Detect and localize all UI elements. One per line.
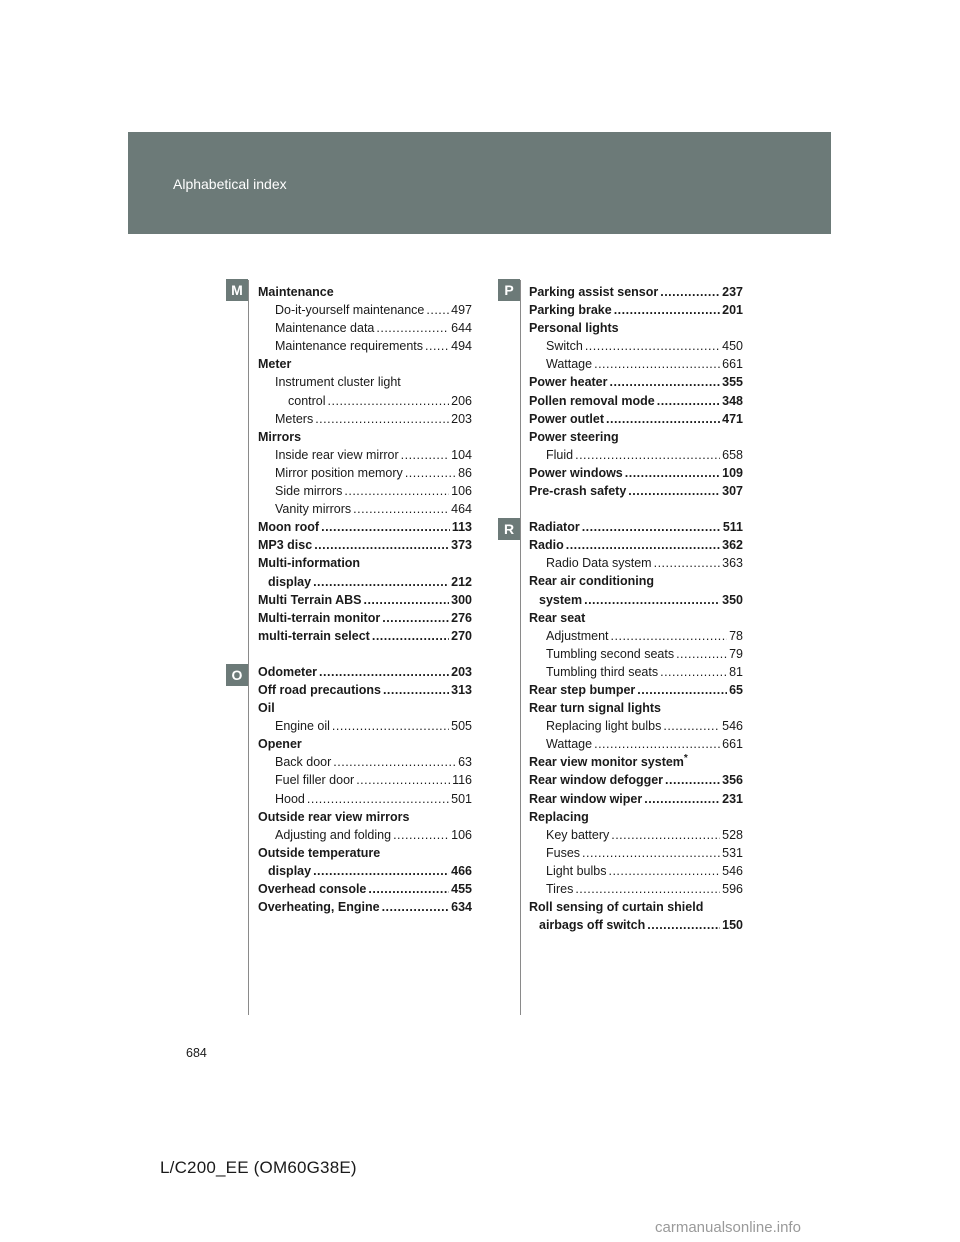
leader-dots bbox=[660, 283, 720, 301]
entry-page: 201 bbox=[722, 303, 743, 318]
index-entry bbox=[529, 627, 743, 645]
entry-page: 450 bbox=[722, 339, 743, 354]
entry-name: Multi-terrain monitor bbox=[258, 610, 381, 625]
index-entry bbox=[258, 337, 472, 355]
entry-page: 203 bbox=[451, 411, 472, 426]
entry-name: Mirror position memory bbox=[275, 465, 403, 480]
section-letter-r: R bbox=[498, 518, 520, 540]
entry-name: Wattage bbox=[546, 357, 593, 372]
document-code: L/C200_EE (OM60G38E) bbox=[160, 1158, 357, 1177]
index-entry bbox=[529, 373, 743, 391]
entry-page: 363 bbox=[722, 556, 743, 571]
leader-dots bbox=[405, 464, 456, 482]
leader-dots bbox=[363, 591, 449, 609]
entry-name: Switch bbox=[546, 339, 583, 354]
leader-dots bbox=[663, 717, 720, 735]
section-letter-o: O bbox=[226, 664, 248, 686]
entry-name: display bbox=[268, 574, 312, 589]
index-entry bbox=[258, 609, 472, 627]
entry-page: 116 bbox=[452, 773, 472, 788]
entry-name: Replacing light bulbs bbox=[546, 719, 662, 734]
index-entry bbox=[258, 862, 472, 880]
index-entry bbox=[529, 301, 743, 319]
entry-name: Power outlet bbox=[529, 411, 605, 426]
leader-dots bbox=[401, 446, 450, 464]
entry-page: 79 bbox=[729, 646, 743, 661]
entry-page: 466 bbox=[451, 863, 472, 878]
index-entry bbox=[258, 717, 472, 735]
index-entry bbox=[529, 771, 743, 789]
entry-page: 634 bbox=[451, 900, 472, 915]
leader-dots bbox=[614, 301, 720, 319]
index-entry bbox=[529, 446, 743, 464]
index-entry bbox=[529, 410, 743, 428]
index-entry bbox=[258, 844, 472, 862]
entry-name: Rear air conditioning bbox=[529, 574, 655, 589]
index-entry bbox=[529, 518, 743, 536]
entry-name: Rear seat bbox=[529, 610, 586, 625]
entry-page: 356 bbox=[722, 773, 743, 788]
entry-page: 644 bbox=[451, 321, 472, 336]
index-entry bbox=[258, 699, 472, 717]
entry-name: Radio bbox=[529, 538, 564, 553]
index-entry bbox=[258, 536, 472, 554]
leader-dots bbox=[644, 790, 720, 808]
index-entry bbox=[258, 753, 472, 771]
entry-page: 270 bbox=[451, 628, 472, 643]
entry-name: Rear step bumper bbox=[529, 682, 636, 697]
section-gap bbox=[258, 645, 472, 663]
index-entry bbox=[258, 428, 472, 446]
index-entry bbox=[258, 355, 472, 373]
index-entry bbox=[529, 663, 743, 681]
leader-dots bbox=[637, 681, 727, 699]
entry-page: 528 bbox=[722, 827, 743, 842]
entry-name: Power windows bbox=[529, 465, 623, 480]
entry-page: 81 bbox=[729, 664, 743, 679]
index-entry bbox=[529, 554, 743, 572]
entry-name: Parking assist sensor bbox=[529, 285, 659, 299]
entry-name: Overhead console bbox=[258, 882, 367, 896]
entry-page: 531 bbox=[722, 845, 743, 860]
section-gap bbox=[529, 500, 743, 518]
entry-name: Off road precautions bbox=[258, 682, 381, 697]
entry-name: Moon roof bbox=[258, 520, 320, 535]
leader-dots bbox=[594, 735, 720, 753]
entry-name: system bbox=[539, 592, 583, 607]
entry-page: 212 bbox=[451, 574, 472, 589]
leader-dots bbox=[319, 663, 449, 681]
entry-name: airbags off switch bbox=[539, 918, 646, 933]
leader-dots bbox=[368, 880, 449, 898]
entry-page: 546 bbox=[722, 863, 743, 878]
leader-dots bbox=[585, 337, 720, 355]
index-column-right bbox=[529, 283, 743, 934]
entry-name: Light bulbs bbox=[546, 863, 607, 878]
index-entry bbox=[529, 826, 743, 844]
leader-dots bbox=[313, 862, 449, 880]
entry-name: Odometer bbox=[258, 664, 318, 679]
index-column-left bbox=[258, 283, 472, 916]
entry-page: 546 bbox=[722, 719, 743, 734]
entry-page: 231 bbox=[722, 791, 743, 806]
entry-page: 113 bbox=[451, 520, 472, 535]
entry-name: Back door bbox=[275, 755, 332, 770]
index-entry bbox=[529, 699, 743, 717]
leader-dots bbox=[376, 319, 449, 337]
entry-page: 455 bbox=[451, 882, 472, 896]
leader-dots bbox=[426, 301, 449, 319]
entry-page: 206 bbox=[451, 393, 472, 408]
entry-name: Rear view monitor system* bbox=[529, 753, 688, 770]
entry-page: 276 bbox=[451, 610, 472, 625]
leader-dots bbox=[372, 627, 449, 645]
index-entry bbox=[258, 771, 472, 789]
index-entry bbox=[529, 735, 743, 753]
leader-dots bbox=[665, 771, 720, 789]
leader-dots bbox=[654, 554, 721, 572]
leader-dots bbox=[584, 591, 720, 609]
index-entry bbox=[258, 826, 472, 844]
page-number: 684 bbox=[186, 1046, 207, 1060]
index-entry bbox=[258, 301, 472, 319]
leader-dots bbox=[625, 464, 720, 482]
entry-name: Hood bbox=[275, 791, 305, 806]
index-entry bbox=[529, 464, 743, 482]
entry-name: Meter bbox=[258, 357, 292, 372]
entry-page: 505 bbox=[451, 719, 472, 734]
index-entry bbox=[529, 717, 743, 735]
entry-name: Power steering bbox=[529, 429, 619, 444]
index-entry bbox=[529, 355, 743, 373]
entry-name: MP3 disc bbox=[258, 538, 313, 553]
entry-page: 596 bbox=[722, 882, 743, 896]
entry-name: Replacing bbox=[529, 809, 589, 824]
index-entry bbox=[258, 790, 472, 808]
index-entry bbox=[529, 482, 743, 500]
leader-dots bbox=[328, 392, 450, 410]
leader-dots bbox=[611, 627, 728, 645]
entry-name: Engine oil bbox=[275, 719, 330, 734]
index-entry bbox=[258, 735, 472, 753]
index-entry bbox=[529, 536, 743, 554]
index-entry bbox=[529, 916, 743, 934]
entry-page: 661 bbox=[722, 737, 743, 752]
entry-page: 63 bbox=[458, 755, 472, 770]
index-entry bbox=[258, 518, 472, 536]
entry-name: Meters bbox=[275, 411, 314, 426]
entry-page: 497 bbox=[451, 303, 472, 318]
entry-name: Tumbling third seats bbox=[546, 664, 659, 679]
index-entry bbox=[529, 844, 743, 862]
entry-name: Inside rear view mirror bbox=[275, 447, 399, 462]
index-entry bbox=[529, 880, 743, 898]
entry-page: 65 bbox=[729, 682, 743, 697]
entry-name: Multi Terrain ABS bbox=[258, 592, 362, 607]
index-entry bbox=[529, 392, 743, 410]
left-column-rule bbox=[248, 280, 249, 1015]
entry-name: Pollen removal mode bbox=[529, 393, 655, 408]
entry-name: Adjustment bbox=[546, 628, 609, 643]
index-entry bbox=[258, 898, 472, 916]
leader-dots bbox=[315, 410, 449, 428]
leader-dots bbox=[575, 880, 720, 898]
leader-dots bbox=[313, 573, 449, 591]
entry-name: Roll sensing of curtain shield bbox=[529, 900, 704, 915]
leader-dots bbox=[321, 518, 450, 536]
entry-page: 203 bbox=[451, 664, 472, 679]
index-entry bbox=[258, 681, 472, 699]
leader-dots bbox=[344, 482, 449, 500]
index-entry bbox=[529, 319, 743, 337]
entry-name: display bbox=[268, 863, 312, 878]
index-entry bbox=[258, 446, 472, 464]
index-entry bbox=[258, 482, 472, 500]
entry-page: 104 bbox=[451, 447, 472, 462]
entry-name: Radiator bbox=[529, 520, 580, 535]
index-entry bbox=[529, 898, 743, 916]
leader-dots bbox=[575, 446, 720, 464]
entry-page: 78 bbox=[729, 628, 743, 643]
leader-dots bbox=[332, 717, 449, 735]
entry-page: 348 bbox=[722, 393, 743, 408]
entry-name: Rear window wiper bbox=[529, 791, 643, 806]
index-entry bbox=[529, 283, 743, 301]
leader-dots bbox=[657, 392, 720, 410]
entry-name: Side mirrors bbox=[275, 484, 343, 499]
entry-page: 307 bbox=[722, 484, 743, 499]
index-entry bbox=[258, 880, 472, 898]
leader-dots bbox=[307, 790, 449, 808]
index-entry bbox=[258, 591, 472, 609]
entry-name: Opener bbox=[258, 737, 302, 752]
leader-dots bbox=[353, 500, 449, 518]
leader-dots bbox=[606, 410, 720, 428]
entry-page: 106 bbox=[451, 484, 472, 499]
entry-page: 300 bbox=[451, 592, 472, 607]
entry-name: Rear turn signal lights bbox=[529, 701, 661, 716]
entry-page: 494 bbox=[451, 339, 472, 354]
leader-dots bbox=[314, 536, 449, 554]
leader-dots bbox=[582, 518, 721, 536]
entry-name: Fluid bbox=[546, 447, 574, 462]
entry-name: Pre-crash safety bbox=[529, 484, 627, 499]
entry-name: Multi-information bbox=[258, 556, 361, 571]
entry-page: 106 bbox=[451, 827, 472, 842]
page-header bbox=[128, 132, 831, 234]
entry-name: Maintenance data bbox=[275, 321, 375, 336]
index-entry bbox=[529, 591, 743, 609]
entry-name: Key battery bbox=[546, 827, 610, 842]
index-entry bbox=[258, 283, 472, 301]
index-entry bbox=[258, 500, 472, 518]
entry-name: Tumbling second seats bbox=[546, 646, 675, 661]
index-entry bbox=[529, 753, 743, 771]
index-entry bbox=[529, 808, 743, 826]
entry-name: Parking brake bbox=[529, 303, 612, 318]
index-entry bbox=[529, 572, 743, 590]
index-entry bbox=[258, 319, 472, 337]
leader-dots bbox=[594, 355, 720, 373]
entry-name: Power heater bbox=[529, 375, 608, 390]
entry-name: Wattage bbox=[546, 737, 593, 752]
entry-name: Outside temperature bbox=[258, 845, 381, 860]
entry-page: 362 bbox=[722, 538, 743, 553]
section-letter-m: M bbox=[226, 279, 248, 301]
entry-name: Fuel filler door bbox=[275, 773, 355, 788]
entry-page: 373 bbox=[451, 538, 472, 553]
section-letter-p: P bbox=[498, 279, 520, 301]
leader-dots bbox=[333, 753, 456, 771]
leader-dots bbox=[676, 645, 727, 663]
entry-name: Radio Data system bbox=[546, 556, 652, 571]
leader-dots bbox=[647, 916, 720, 934]
index-entry bbox=[258, 373, 472, 391]
entry-page: 511 bbox=[722, 520, 743, 535]
entry-name: Outside rear view mirrors bbox=[258, 809, 410, 824]
index-entry bbox=[529, 681, 743, 699]
index-entry bbox=[529, 428, 743, 446]
entry-name: Personal lights bbox=[529, 321, 619, 336]
leader-dots bbox=[608, 862, 720, 880]
entry-page: 237 bbox=[722, 285, 743, 299]
entry-name: control bbox=[288, 393, 326, 408]
entry-page: 350 bbox=[722, 592, 743, 607]
entry-name: multi-terrain select bbox=[258, 628, 370, 643]
entry-name: Fuses bbox=[546, 845, 581, 860]
entry-page: 501 bbox=[451, 791, 472, 806]
index-entry bbox=[529, 862, 743, 880]
entry-name: Tires bbox=[546, 882, 574, 896]
leader-dots bbox=[611, 826, 720, 844]
leader-dots bbox=[660, 663, 727, 681]
index-entry bbox=[258, 663, 472, 681]
entry-page: 658 bbox=[722, 447, 743, 462]
index-entry bbox=[258, 573, 472, 591]
index-entry bbox=[529, 790, 743, 808]
entry-page: 355 bbox=[722, 375, 743, 390]
index-entry bbox=[529, 609, 743, 627]
entry-page: 464 bbox=[451, 502, 472, 517]
entry-page: 313 bbox=[451, 682, 472, 697]
leader-dots bbox=[383, 681, 449, 699]
entry-name: Do-it-yourself maintenance bbox=[275, 303, 425, 318]
entry-name: Rear window defogger bbox=[529, 773, 664, 788]
watermark: carmanualsonline.info bbox=[655, 1219, 801, 1236]
entry-name: Maintenance bbox=[258, 285, 334, 299]
footnote-marker: * bbox=[683, 753, 688, 765]
leader-dots bbox=[356, 771, 450, 789]
entry-page: 86 bbox=[458, 465, 472, 480]
entry-name: Vanity mirrors bbox=[275, 502, 352, 517]
index-entry bbox=[529, 337, 743, 355]
right-column-rule bbox=[520, 280, 521, 1015]
entry-page: 150 bbox=[722, 918, 743, 933]
entry-name: Instrument cluster light bbox=[275, 375, 401, 390]
leader-dots bbox=[393, 826, 449, 844]
leader-dots bbox=[610, 373, 721, 391]
entry-name: Overheating, Engine bbox=[258, 900, 380, 915]
entry-page: 109 bbox=[722, 465, 743, 480]
entry-name: Mirrors bbox=[258, 429, 302, 444]
index-entry bbox=[258, 410, 472, 428]
entry-name: Oil bbox=[258, 701, 275, 716]
index-entry bbox=[258, 554, 472, 572]
entry-name: Adjusting and folding bbox=[275, 827, 392, 842]
index-entry bbox=[258, 392, 472, 410]
entry-page: 471 bbox=[722, 411, 743, 426]
leader-dots bbox=[582, 844, 720, 862]
leader-dots bbox=[425, 337, 449, 355]
leader-dots bbox=[382, 609, 449, 627]
entry-page: 661 bbox=[722, 357, 743, 372]
leader-dots bbox=[566, 536, 720, 554]
index-entry bbox=[258, 627, 472, 645]
index-entry bbox=[258, 808, 472, 826]
index-entry bbox=[529, 645, 743, 663]
leader-dots bbox=[628, 482, 720, 500]
index-entry bbox=[258, 464, 472, 482]
leader-dots bbox=[382, 898, 450, 916]
entry-name: Maintenance requirements bbox=[275, 339, 423, 354]
header-title: Alphabetical index bbox=[173, 176, 287, 192]
